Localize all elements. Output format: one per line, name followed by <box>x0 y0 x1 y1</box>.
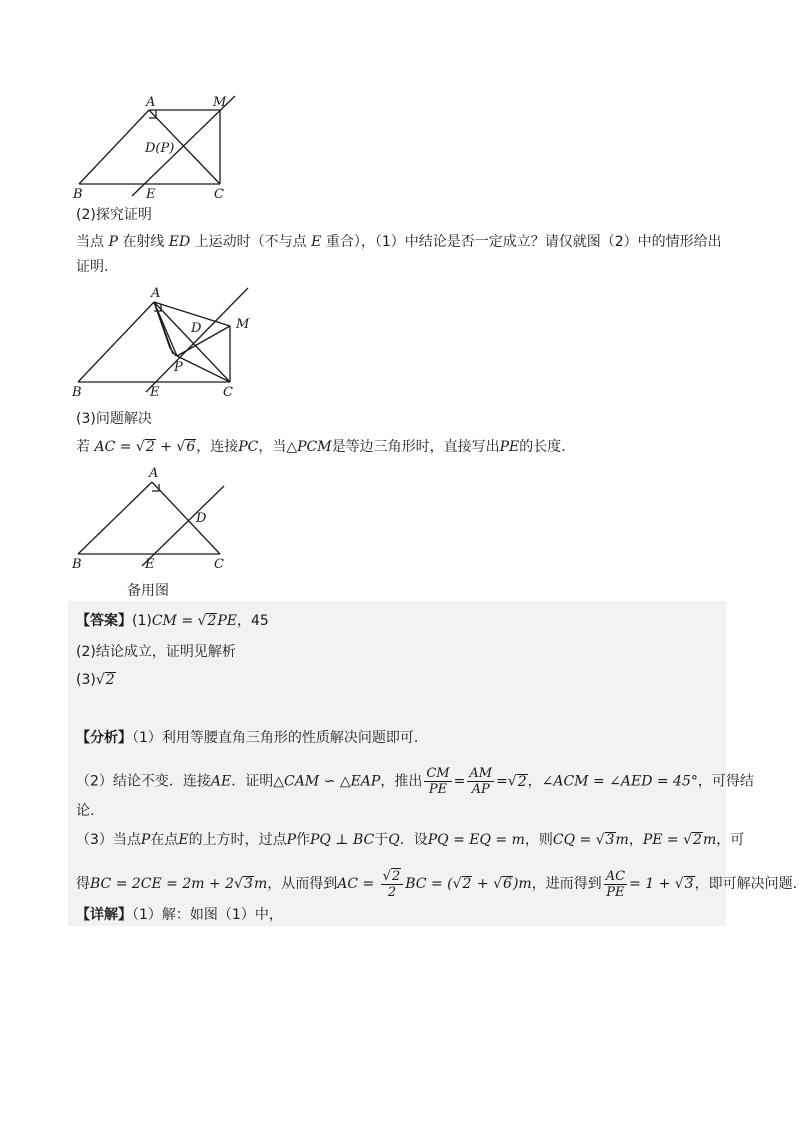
analysis-line1: 【分析】（1）利用等腰直角三角形的性质解决问题即可. <box>76 730 419 746</box>
fig3-label-E: E <box>145 557 155 572</box>
figure-1 <box>70 92 250 202</box>
part2-question-line2: 证明. <box>76 259 109 275</box>
analysis-line2: （2）结论不变．连接AE．证明△CAM ∽ △EAP，推出 $\frac{CM}{PE}$ = $\frac{AM}{AP}$ =√2，∠ACM = ∠AED = 45°，可得结 <box>76 766 754 797</box>
fig1-label-E: E <box>146 187 156 202</box>
part2-heading: (2)探究证明 <box>76 207 152 223</box>
fig2-label-A: A <box>151 286 161 301</box>
figure-2-diagram <box>70 284 270 404</box>
part3-heading: (3)问题解决 <box>76 411 152 427</box>
fig1-label-C: C <box>214 187 224 202</box>
fig3-label-C: C <box>214 557 224 572</box>
part2-question-line1: 当点 P 在射线 ED 上运动时（不与点 E 重合），（1）中结论是否一定成立？请仅就图（2）中的情形给出 <box>76 234 722 250</box>
answer-line3: (3)√2 <box>76 672 115 688</box>
fig2-label-B: B <box>72 385 82 400</box>
fig2-label-C: C <box>223 385 233 400</box>
fig1-label-M: M <box>213 95 227 110</box>
figure-1-diagram <box>70 92 250 202</box>
figure-3-diagram <box>70 462 250 577</box>
fig2-label-E: E <box>150 385 160 400</box>
fig2-label-P: P <box>174 360 183 375</box>
fig3-label-D: D <box>196 511 207 526</box>
fig1-label-A: A <box>146 95 156 110</box>
analysis-line4: 得BC = 2CE = 2m + 2√3m，从而得到AC = $\frac{√2}{2}$ BC = (√2 + √6)m，进而得到 $\frac{AC}{PE}$ = 1 + √3，即可解决问题. <box>76 868 798 900</box>
figure-2 <box>70 284 270 404</box>
fig2-label-M: M <box>236 317 250 332</box>
analysis-line3: （3）当点P在点E的上方时，过点P作PQ ⊥ BC于Q．设PQ = EQ = m，则CQ = √3m，PE = √2m，可 <box>76 832 745 848</box>
figure-3 <box>70 462 250 577</box>
figure-3-caption: 备用图 <box>127 583 169 599</box>
analysis-line2b: 论. <box>76 803 95 819</box>
answer-line2: (2)结论成立，证明见解析 <box>76 644 236 660</box>
fig1-label-B: B <box>73 187 83 202</box>
detail-line1: 【详解】（1）解：如图（1）中， <box>76 907 283 923</box>
part3-question: 若 AC = √2 + √6，连接PC，当△PCM是等边三角形时，直接写出PE的长度. <box>76 439 566 455</box>
fig3-label-B: B <box>72 557 82 572</box>
answer-line1: 【答案】(1)CM = √2PE，45 <box>76 613 269 629</box>
fig2-label-D: D <box>191 321 202 336</box>
fig1-label-D: D(P) <box>145 141 175 156</box>
fig3-label-A: A <box>149 466 159 481</box>
